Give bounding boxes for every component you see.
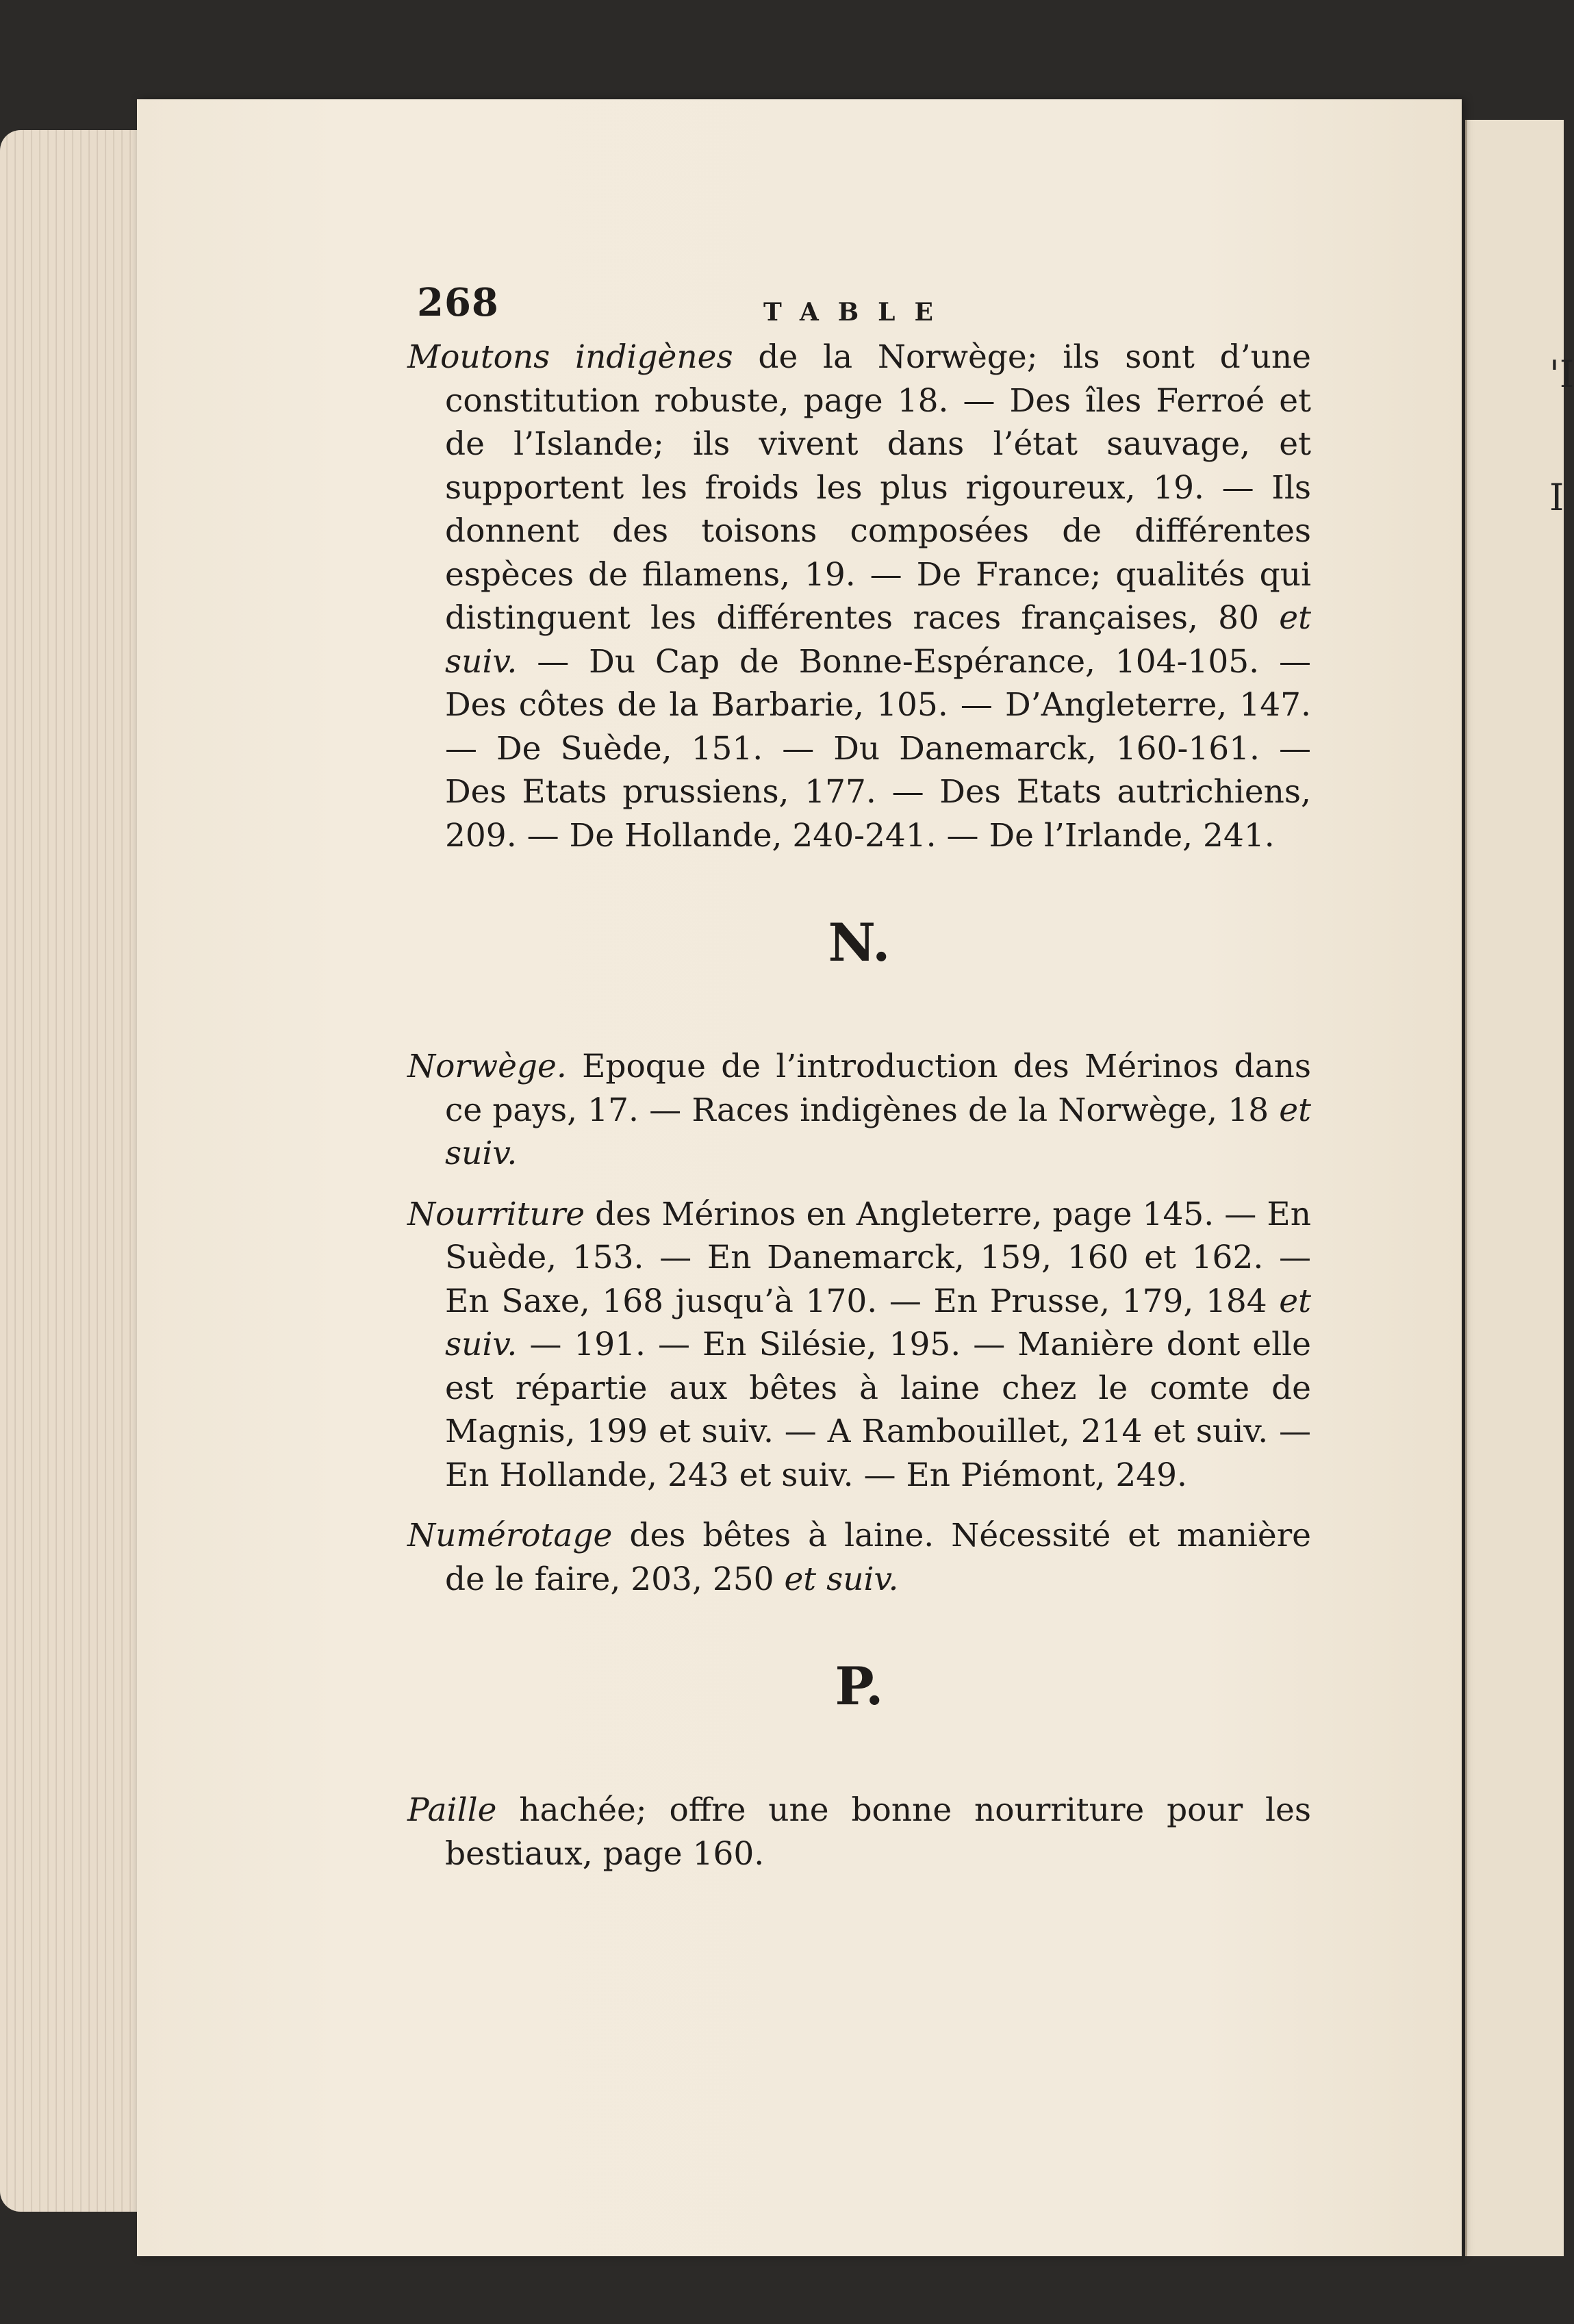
facing-page-glyph: 'I <box>1549 353 1574 396</box>
page-header <box>407 270 1311 336</box>
entry-head: Paille <box>407 1791 497 1829</box>
page-content <box>407 270 1311 1893</box>
index-entry <box>407 1514 1311 1601</box>
entry-head: Moutons indigènes <box>407 338 733 376</box>
entry-italic: et suiv. <box>445 599 1311 681</box>
entry-italic: et suiv. <box>445 1282 1311 1363</box>
page-stack-edge <box>0 130 157 2212</box>
section-letter-n: N. <box>828 912 891 973</box>
index-entry <box>407 336 1311 857</box>
index-entry <box>407 1789 1311 1875</box>
entry-tail: — Du Cap de Bonne-Espérance, 104-105. — Des côtes de la Barbarie, 105. — D’Angleterre, 147. — De Suède, 151. — Du Danemarck, 160-161. — Des Etats prussiens, 177. — Des Etats autrichiens, 209. — De Hollande, 240-241. — De l’Irlande, 241. <box>445 642 1311 855</box>
entry-italic: et suiv. <box>784 1560 899 1598</box>
index-entry <box>407 1193 1311 1498</box>
page-number: 268 <box>417 280 499 325</box>
entry-tail: — 191. — En Silésie, 195. — Manière dont elle est répartie aux bêtes à laine chez le comte de Magnis, 199 et suiv. — A Rambouillet, 214 et suiv. — En Hollande, 243 et suiv. — En Piémont, 249. <box>445 1326 1311 1494</box>
entry-head: Numérotage <box>407 1517 613 1554</box>
section-letter-p: P. <box>835 1656 884 1717</box>
entry-head: Nourriture <box>407 1195 585 1233</box>
entry-body: des Mérinos en Angleterre, page 145. — En Suède, 153. — En Danemarck, 159, 160 et 162. — En Saxe, 168 jusqu’à 170. — En Prusse, 179, 184 <box>445 1195 1311 1320</box>
facing-page-edge <box>1465 120 1574 2256</box>
running-title: TABLE <box>763 298 952 327</box>
entry-italic: et suiv. <box>445 1091 1311 1172</box>
entry-body: Epoque de l’introduction des Mérinos dans ce pays, 17. — Races indigènes de la Norwège, 18 <box>445 1048 1311 1129</box>
entry-body: hachée; offre une bonne nourriture pour les bestiaux, page 160. <box>445 1791 1311 1873</box>
entry-body: des bêtes à laine. Nécessité et manière de le faire, 203, 250 <box>445 1517 1311 1598</box>
index-entry <box>407 1045 1311 1176</box>
entry-body: de la Norwège; ils sont d’une constitution robuste, page 18. — Des îles Ferroé et de l’Islande; ils vivent dans l’état sauvage, et supportent les froids les plus rigoureux, 19. — Ils donnent des toisons composées de différentes espèces de filamens, 19. — De France; qualités qui distinguent les différentes races françaises, 80 <box>445 338 1311 637</box>
entry-head: Norwège. <box>407 1048 567 1085</box>
facing-page-glyph: I <box>1549 476 1564 519</box>
